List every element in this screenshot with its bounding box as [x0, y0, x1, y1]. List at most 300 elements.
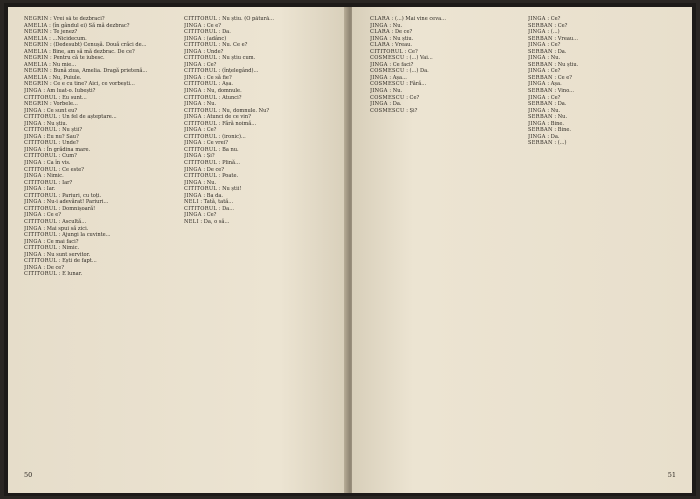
right-page-column-2: [528, 16, 674, 456]
dialogue-text: Ce?: [557, 22, 568, 29]
dialogue-text: Ce?: [206, 127, 217, 134]
dialogue-line: JINGA : Nu știu.: [24, 120, 68, 127]
dialogue-line: JINGA : Ce?: [184, 127, 217, 134]
dialogue-text: Nu mie...: [52, 61, 77, 68]
speaker-name: COSMESCU: [370, 81, 405, 88]
speaker-name: NEGRIN: [24, 55, 49, 62]
dialogue-line: JINGA : De ce?: [24, 264, 65, 271]
dialogue-text: Nimic.: [46, 173, 64, 180]
dialogue-line: CITITORUL : Plină...: [184, 160, 240, 167]
dialogue-line: JINGA : Ce faci?: [370, 61, 414, 68]
dialogue-line: CITITORUL : Da...: [184, 205, 235, 212]
speaker-name: JINGA: [24, 107, 42, 114]
dialogue-text: Nu-i adevărat! Pariuri...: [46, 199, 109, 206]
speaker-name: JINGA: [24, 199, 42, 206]
dialogue-text: (...) Vai...: [409, 55, 433, 62]
speaker-name: JINGA: [528, 94, 546, 101]
dialogue-line: JINGA : (...): [528, 29, 560, 36]
dialogue-text: Nu.: [550, 107, 561, 114]
dialogue-line: JINGA : Nimic.: [24, 173, 64, 180]
dialogue-line: SERBAN : Vreau...: [528, 35, 579, 42]
dialogue-line: JINGA : Ce?: [184, 212, 217, 219]
dialogue-line: AMELIA : Nu mie...: [24, 61, 77, 68]
dialogue-text: Te jenez?: [53, 29, 78, 36]
speaker-name: COSMESCU: [370, 55, 405, 62]
dialogue-text: Nu.: [557, 114, 568, 121]
speaker-name: CITITORUL: [24, 127, 58, 134]
dialogue-line: JINGA : Iar.: [24, 186, 56, 193]
dialogue-text: Vorbele...: [53, 101, 78, 108]
dialogue-text: Un fel de așteptare...: [62, 114, 117, 121]
speaker-name: CITITORUL: [24, 232, 58, 239]
speaker-name: AMELIA: [24, 48, 48, 55]
speaker-name: JINGA: [370, 61, 388, 68]
dialogue-line: CITITORUL : Nu știu. (O pătură...: [184, 16, 274, 22]
dialogue-text: (în gândul ei) Să mă dezbrac?: [52, 22, 130, 29]
dialogue-text: De ce?: [46, 264, 65, 271]
dialogue-text: Nu știu.: [557, 61, 579, 68]
dialogue-line: AMELIA : (în gândul ei) Să mă dezbrac?: [24, 22, 130, 29]
dialogue-line: CITITORUL : (înțelegând)...: [184, 68, 259, 75]
dialogue-line: CITITORUL : Nu știu cum.: [184, 55, 256, 62]
dialogue-line: NEGRIN : Pentru că te iubesc.: [24, 55, 105, 62]
dialogue-text: Nu, domnule. Nu?: [222, 107, 270, 114]
dialogue-line: JINGA : Ce mai faci?: [24, 238, 79, 245]
dialogue-text: Nu știi!: [222, 186, 242, 193]
dialogue-text: Mai spui să zici.: [46, 225, 89, 232]
dialogue-line: CITITORUL : Ce?: [370, 48, 418, 55]
dialogue-text: Nu.: [392, 88, 403, 95]
speaker-name: SERBAN: [528, 61, 553, 68]
dialogue-text: Poate.: [222, 173, 239, 180]
dialogue-text: Cum?: [62, 153, 77, 160]
dialogue-line: JINGA : În grădina mare.: [24, 146, 91, 153]
dialogue-text: Bine.: [557, 127, 571, 134]
dialogue-text: De ce?: [206, 166, 225, 173]
speaker-name: JINGA: [184, 35, 202, 42]
dialogue-line: CITITORUL : Iar?: [24, 179, 73, 186]
dialogue-text: Am luat-o. Iubești?: [46, 88, 96, 95]
dialogue-line: JINGA : Ba da.: [184, 192, 224, 199]
speaker-name: JINGA: [528, 133, 546, 140]
dialogue-text: Vino...: [557, 88, 575, 95]
dialogue-text: Nu.: [206, 179, 217, 186]
speaker-name: CITITORUL: [184, 133, 218, 140]
speaker-name: SERBAN: [528, 101, 553, 108]
dialogue-text: Plină...: [222, 160, 240, 167]
dialogue-text: Nu știu cum.: [222, 55, 256, 62]
speaker-name: SERBAN: [528, 74, 553, 81]
speaker-name: COSMESCU: [370, 94, 405, 101]
speaker-name: CLARA: [370, 29, 390, 36]
speaker-name: JINGA: [370, 74, 388, 81]
speaker-name: JINGA: [24, 212, 42, 219]
dialogue-text: Nimic.: [62, 245, 80, 252]
dialogue-text: Da.: [392, 101, 402, 108]
dialogue-text: (înțelegând)...: [222, 68, 259, 75]
dialogue-line: CITITORUL : Nu știi?: [24, 127, 83, 134]
dialogue-text: Ce?: [550, 16, 561, 22]
dialogue-text: Nu, Puiule.: [52, 74, 82, 81]
speaker-name: JINGA: [184, 88, 202, 95]
speaker-name: JINGA: [528, 16, 546, 22]
speaker-name: CITITORUL: [184, 186, 218, 193]
right-page-column-1: [370, 16, 516, 456]
speaker-name: JINGA: [528, 42, 546, 49]
speaker-name: JINGA: [184, 127, 202, 134]
dialogue-text: În grădina mare.: [46, 146, 91, 153]
dialogue-text: Vreau.: [394, 42, 413, 49]
speaker-name: SERBAN: [528, 48, 553, 55]
dialogue-text: ...Nicidecum.: [52, 35, 87, 42]
dialogue-text: Ce e cu tine? Aici, ce vorbești...: [53, 81, 135, 88]
dialogue-line: SERBAN : Nu.: [528, 114, 568, 121]
speaker-name: JINGA: [184, 153, 202, 160]
dialogue-text: (adânc): [206, 35, 227, 42]
speaker-name: SERBAN: [528, 35, 553, 42]
dialogue-line: CITITORUL : Ești de fapt...: [24, 258, 97, 265]
dialogue-text: Ce mai faci?: [46, 238, 79, 245]
dialogue-text: Eu nu? Sau?: [46, 133, 79, 140]
left-page-column-1: [24, 16, 170, 456]
speaker-name: SERBAN: [528, 22, 553, 29]
speaker-name: JINGA: [528, 107, 546, 114]
speaker-name: NEGRIN: [24, 42, 49, 49]
dialogue-line: NELI : Tată, tată...: [184, 199, 234, 206]
dialogue-text: Așa...: [392, 74, 407, 81]
speaker-name: NELI: [184, 218, 199, 225]
dialogue-line: JINGA : Ce e?: [184, 22, 222, 29]
dialogue-text: Ce?: [409, 94, 420, 101]
dialogue-line: COSMESCU : Și?: [370, 107, 418, 114]
dialogue-text: Ce e?: [46, 212, 62, 219]
speaker-name: CITITORUL: [184, 205, 218, 212]
speaker-name: JINGA: [184, 212, 202, 219]
dialogue-text: Ca în vis.: [46, 160, 71, 167]
speaker-name: CITITORUL: [370, 48, 404, 55]
dialogue-text: Iar?: [62, 179, 73, 186]
dialogue-line: CITITORUL : Ascultă...: [24, 218, 87, 225]
dialogue-text: Și?: [409, 107, 418, 114]
dialogue-line: COSMESCU : Fără...: [370, 81, 427, 88]
speaker-name: JINGA: [184, 179, 202, 186]
dialogue-text: Și?: [206, 153, 215, 160]
dialogue-line: SERBAN : Da.: [528, 48, 567, 55]
dialogue-text: Pentru că te iubesc.: [53, 55, 105, 62]
dialogue-line: JINGA : Da.: [528, 133, 560, 140]
dialogue-line: CITITORUL : Fără noimă...: [184, 120, 257, 127]
speaker-name: AMELIA: [24, 74, 48, 81]
speaker-name: CITITORUL: [184, 120, 218, 127]
dialogue-line: JINGA : Bine.: [528, 120, 565, 127]
speaker-name: CITITORUL: [184, 160, 218, 167]
dialogue-line: JINGA : Unde?: [184, 48, 224, 55]
dialogue-line: JINGA : Nu.: [528, 55, 561, 62]
speaker-name: CITITORUL: [184, 94, 218, 101]
dialogue-text: E lunar.: [62, 271, 83, 278]
dialogue-text: Ce?: [206, 61, 217, 68]
dialogue-text: Ce e?: [557, 74, 572, 81]
left-page-column-2: [184, 16, 330, 456]
speaker-name: CITITORUL: [24, 271, 58, 278]
dialogue-line: JINGA : De ce?: [184, 166, 225, 173]
dialogue-text: Nu știu.: [46, 120, 68, 127]
dialogue-text: Ce este?: [62, 166, 85, 173]
dialogue-line: CITITORUL : Domnișoară!: [24, 205, 96, 212]
speaker-name: JINGA: [184, 114, 202, 121]
dialogue-text: Pariuri, cu toți.: [62, 192, 102, 199]
dialogue-text: (...): [557, 140, 567, 147]
speaker-name: JINGA: [370, 88, 388, 95]
speaker-name: CITITORUL: [184, 173, 218, 180]
dialogue-line: JINGA : Ce?: [528, 42, 561, 49]
speaker-name: SERBAN: [528, 127, 553, 134]
dialogue-line: SERBAN : Nu știu.: [528, 61, 579, 68]
dialogue-text: Unde?: [206, 48, 224, 55]
dialogue-text: Fără noimă...: [222, 120, 257, 127]
dialogue-text: Iar.: [46, 186, 56, 193]
dialogue-line: JINGA : Ce?: [528, 16, 561, 22]
speaker-name: CITITORUL: [24, 245, 58, 252]
speaker-name: CITITORUL: [184, 16, 218, 22]
open-book: [4, 3, 696, 496]
dialogue-text: Ce?: [550, 42, 561, 49]
speaker-name: JINGA: [370, 35, 388, 42]
dialogue-text: (...): [550, 29, 560, 36]
dialogue-line: JINGA : Eu nu? Sau?: [24, 133, 79, 140]
dialogue-text: (...) Mai vine ceva...: [394, 16, 446, 22]
dialogue-text: Bine, am să mă dezbrac. De ce?: [52, 48, 135, 55]
speaker-name: JINGA: [184, 192, 202, 199]
left-page: [8, 7, 348, 493]
dialogue-text: Așa.: [222, 81, 234, 88]
dialogue-text: Nu sunt servitor.: [46, 251, 91, 258]
dialogue-text: Da.: [222, 29, 231, 36]
dialogue-line: CITITORUL : Așa.: [184, 81, 234, 88]
dialogue-line: NEGRIN : (Dedesubt) Cenușă. Două crăci de...: [24, 42, 147, 49]
speaker-name: CITITORUL: [24, 179, 58, 186]
dialogue-line: NEGRIN : Te jenez?: [24, 29, 78, 36]
speaker-name: CITITORUL: [184, 42, 218, 49]
dialogue-line: COSMESCU : (...) Vai...: [370, 55, 433, 62]
speaker-name: JINGA: [24, 251, 42, 258]
speaker-name: SERBAN: [528, 114, 553, 121]
dialogue-line: JINGA : Ce?: [528, 94, 561, 101]
dialogue-text: Ce e?: [206, 22, 222, 29]
speaker-name: JINGA: [24, 264, 42, 271]
dialogue-text: Fără...: [409, 81, 427, 88]
right-page: [352, 7, 692, 493]
dialogue-line: CITITORUL : Nu știi!: [184, 186, 242, 193]
dialogue-line: SERBAN : (...): [528, 140, 567, 147]
speaker-name: CITITORUL: [24, 258, 58, 265]
dialogue-line: JINGA : Nu știu.: [370, 35, 414, 42]
dialogue-text: Ajungi la cuvinte...: [62, 232, 111, 239]
dialogue-line: JINGA : Nu sunt servitor.: [24, 251, 91, 258]
speaker-name: JINGA: [24, 225, 42, 232]
speaker-name: CITITORUL: [24, 166, 58, 173]
dialogue-text: Nu, domnule.: [206, 88, 242, 95]
dialogue-line: JINGA : Da.: [370, 101, 402, 108]
speaker-name: SERBAN: [528, 88, 553, 95]
dialogue-line: COSMESCU : (...) Da.: [370, 68, 429, 75]
speaker-name: NEGRIN: [24, 81, 49, 88]
dialogue-line: SERBAN : Vino...: [528, 88, 575, 95]
speaker-name: JINGA: [528, 81, 546, 88]
dialogue-line: JINGA : Nu-i adevărat! Pariuri...: [24, 199, 109, 206]
dialogue-text: Ce?: [408, 48, 418, 55]
dialogue-line: CITITORUL : Da.: [184, 29, 231, 36]
dialogue-text: De ce?: [394, 29, 413, 36]
dialogue-text: Așa.: [550, 81, 562, 88]
dialogue-line: NEGRIN : Ce e cu tine? Aici, ce vorbești...: [24, 81, 135, 88]
speaker-name: JINGA: [528, 55, 546, 62]
dialogue-line: CLARA : (...) Mai vine ceva...: [370, 16, 446, 22]
dialogue-text: Nu. Ce e?: [222, 42, 248, 49]
speaker-name: CITITORUL: [184, 68, 218, 75]
speaker-name: CITITORUL: [184, 146, 218, 153]
dialogue-text: Ce vrei?: [206, 140, 228, 147]
dialogue-line: AMELIA : Nu, Puiule.: [24, 74, 82, 81]
speaker-name: CITITORUL: [24, 205, 58, 212]
dialogue-line: NEGRIN : Bună ziua, Amelia. Dragă prietenă...: [24, 68, 148, 75]
speaker-name: SERBAN: [528, 140, 553, 147]
dialogue-line: NEGRIN : Vrei să te dezbraci?: [24, 16, 105, 22]
speaker-name: CITITORUL: [24, 218, 58, 225]
dialogue-line: NEGRIN : Vorbele...: [24, 101, 78, 108]
speaker-name: CITITORUL: [24, 114, 58, 121]
speaker-name: JINGA: [184, 74, 202, 81]
dialogue-text: Bună ziua, Amelia. Dragă prietenă...: [53, 68, 148, 75]
dialogue-text: Ce să fie?: [206, 74, 232, 81]
dialogue-text: Nu știi?: [62, 127, 83, 134]
speaker-name: JINGA: [184, 166, 202, 173]
speaker-name: CITITORUL: [184, 81, 218, 88]
dialogue-text: Ce faci?: [392, 61, 414, 68]
dialogue-line: CITITORUL : Nu, domnule. Nu?: [184, 107, 270, 114]
dialogue-line: CITITORUL : Pariuri, cu toți.: [24, 192, 102, 199]
dialogue-text: (Dedesubt) Cenușă. Două crăci de...: [53, 42, 147, 49]
dialogue-line: JINGA : Ce sunt eu?: [24, 107, 78, 114]
dialogue-line: CITITORUL : Cum?: [24, 153, 77, 160]
speaker-name: NEGRIN: [24, 101, 49, 108]
speaker-name: JINGA: [24, 173, 42, 180]
speaker-name: CITITORUL: [24, 153, 58, 160]
speaker-name: JINGA: [370, 101, 388, 108]
dialogue-line: CITITORUL : Unde?: [24, 140, 79, 147]
speaker-name: JINGA: [184, 101, 202, 108]
dialogue-line: JINGA : Ce e?: [24, 212, 62, 219]
speaker-name: CLARA: [370, 42, 390, 49]
speaker-name: JINGA: [184, 140, 202, 147]
dialogue-line: SERBAN : Ce?: [528, 22, 568, 29]
dialogue-text: Atunci de ce vin?: [206, 114, 251, 121]
speaker-name: JINGA: [24, 88, 42, 95]
dialogue-text: Bine.: [550, 120, 565, 127]
dialogue-line: JINGA : Mai spui să zici.: [24, 225, 89, 232]
dialogue-text: Ești de fapt...: [62, 258, 97, 265]
page-number-right: 51: [667, 471, 676, 479]
dialogue-text: Ce sunt eu?: [46, 107, 78, 114]
speaker-name: JINGA: [184, 22, 202, 29]
dialogue-line: CITITORUL : Eu sunt...: [24, 94, 87, 101]
dialogue-line: JINGA : Nu.: [184, 101, 217, 108]
speaker-name: JINGA: [24, 133, 42, 140]
dialogue-text: Nu știu.: [392, 35, 414, 42]
dialogue-line: CLARA : De ce?: [370, 29, 413, 36]
dialogue-line: CITITORUL : (ironic)...: [184, 133, 246, 140]
speaker-name: AMELIA: [24, 35, 48, 42]
speaker-name: NELI: [184, 199, 199, 206]
dialogue-text: Nu.: [550, 55, 561, 62]
speaker-name: NEGRIN: [24, 68, 49, 75]
dialogue-line: JINGA : Am luat-o. Iubești?: [24, 88, 96, 95]
dialogue-line: CITITORUL : Nimic.: [24, 245, 80, 252]
dialogue-line: AMELIA : ...Nicidecum.: [24, 35, 87, 42]
speaker-name: CLARA: [370, 16, 390, 22]
dialogue-text: Da.: [550, 133, 560, 140]
speaker-name: AMELIA: [24, 22, 48, 29]
speaker-name: JINGA: [184, 61, 202, 68]
page-number-left: 50: [24, 471, 33, 479]
speaker-name: JINGA: [24, 186, 42, 193]
speaker-name: CITITORUL: [184, 55, 218, 62]
dialogue-line: JINGA : Așa...: [370, 74, 407, 81]
speaker-name: JINGA: [24, 160, 42, 167]
dialogue-line: JINGA : Și?: [184, 153, 215, 160]
dialogue-line: JINGA : Nu.: [370, 88, 403, 95]
dialogue-text: Da.: [557, 101, 567, 108]
dialogue-line: CITITORUL : E lunar.: [24, 271, 83, 278]
dialogue-line: CLARA : Vreau.: [370, 42, 413, 49]
speaker-name: JINGA: [24, 120, 42, 127]
dialogue-line: JINGA : (adânc): [184, 35, 227, 42]
speaker-name: JINGA: [528, 29, 546, 36]
speaker-name: JINGA: [24, 146, 42, 153]
speaker-name: COSMESCU: [370, 107, 405, 114]
dialogue-text: Domnișoară!: [62, 205, 96, 212]
dialogue-text: Da.: [557, 48, 567, 55]
dialogue-line: JINGA : Atunci de ce vin?: [184, 114, 251, 121]
dialogue-line: SERBAN : Bine.: [528, 127, 571, 134]
dialogue-line: JINGA : Așa.: [528, 81, 562, 88]
dialogue-line: COSMESCU : Ce?: [370, 94, 420, 101]
dialogue-line: CITITORUL : Poate.: [184, 173, 239, 180]
dialogue-line: JINGA : Ca în vis.: [24, 160, 71, 167]
speaker-name: COSMESCU: [370, 68, 405, 75]
dialogue-line: SERBAN : Ce e?: [528, 74, 572, 81]
dialogue-line: SERBAN : Da.: [528, 101, 567, 108]
dialogue-line: CITITORUL : Ce este?: [24, 166, 85, 173]
dialogue-line: JINGA : Nu.: [184, 179, 217, 186]
dialogue-text: Ce?: [550, 94, 561, 101]
dialogue-line: JINGA : Nu.: [370, 22, 403, 29]
dialogue-line: AMELIA : Bine, am să mă dezbrac. De ce?: [24, 48, 135, 55]
speaker-name: CITITORUL: [184, 29, 218, 36]
speaker-name: CITITORUL: [24, 140, 58, 147]
dialogue-text: Nu.: [392, 22, 403, 29]
dialogue-text: Nu știu. (O pătură...: [222, 16, 274, 22]
speaker-name: AMELIA: [24, 61, 48, 68]
speaker-name: NEGRIN: [24, 29, 49, 36]
speaker-name: NEGRIN: [24, 16, 49, 22]
dialogue-text: Da, o să...: [203, 218, 230, 225]
dialogue-line: CITITORUL : Ajungi la cuvinte...: [24, 232, 111, 239]
dialogue-text: Da...: [222, 205, 235, 212]
dialogue-text: Tată, tată...: [203, 199, 234, 206]
dialogue-line: JINGA : Ce să fie?: [184, 74, 232, 81]
speaker-name: JINGA: [370, 22, 388, 29]
